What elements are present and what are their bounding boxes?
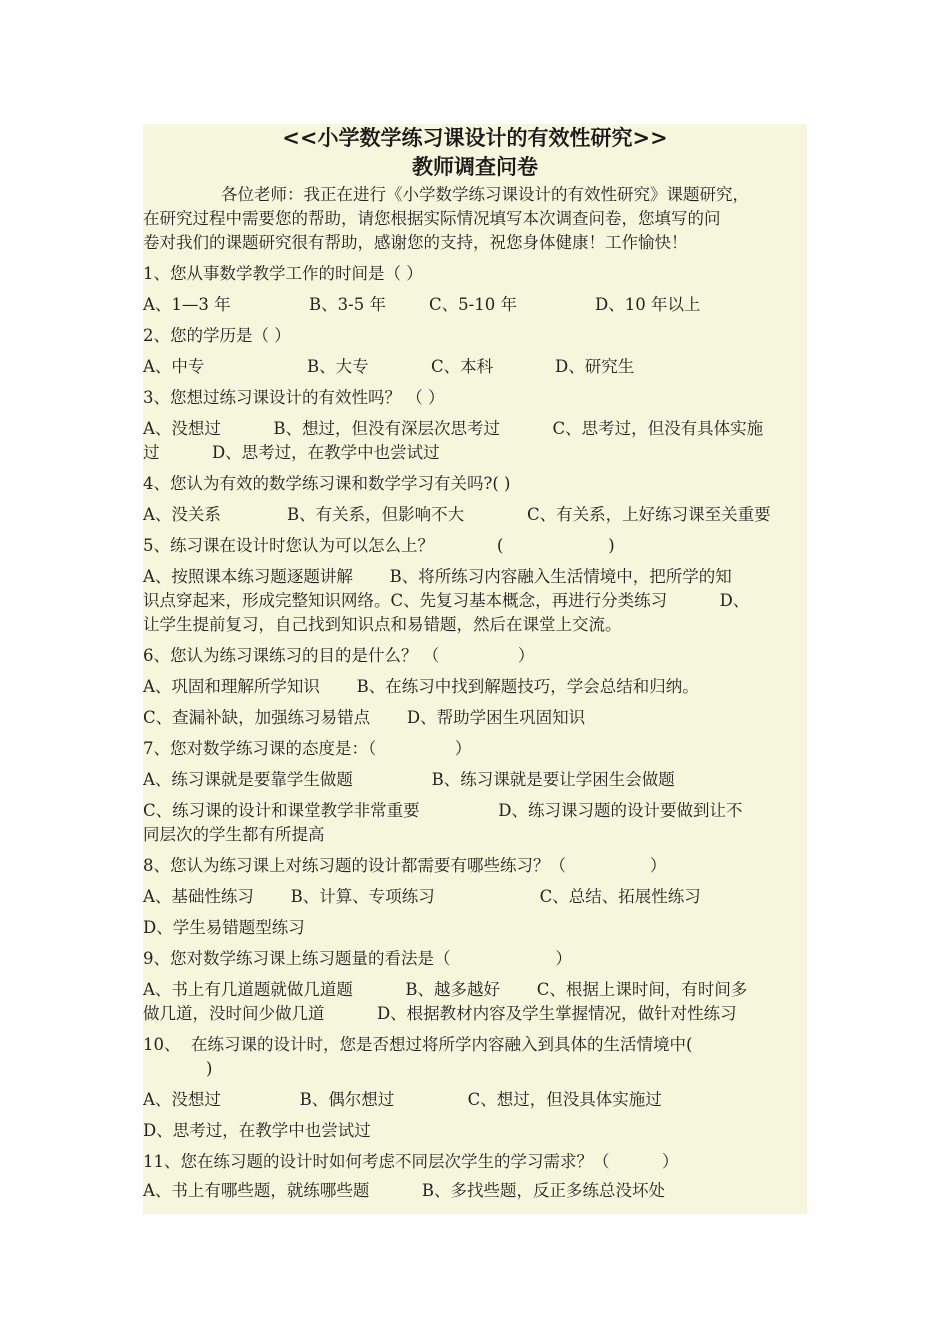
question-10 <box>143 1033 807 1081</box>
intro-line: 在研究过程中需要您的帮助，请您根据实际情况填写本次调查问卷，您填写的问 <box>143 209 721 228</box>
question-4: 4、您认为有效的数学练习课和数学学习有关吗?( ) <box>143 474 511 493</box>
options-line: A、按照课本练习题逐题讲解 B、将所练习内容融入生活情境中，把所学的知 <box>143 567 732 586</box>
document-subtitle: 教师调查问卷 <box>412 154 538 179</box>
question-line: 10、 在练习课的设计时，您是否想过将所学内容融入到具体的生活情境中( <box>143 1035 693 1054</box>
options-line: A、没想过 B、偶尔想过 C、想过，但没具体实施过 <box>143 1090 662 1109</box>
question-6: 6、您认为练习课练习的目的是什么？ （ ） <box>143 646 535 665</box>
options-line: 做几道，没时间少做几道 D、根据教材内容及学生掌握情况，做针对性练习 <box>143 1004 737 1023</box>
options-line: A、没想过 B、想过，但没有深层次思考过 C、思考过，但没有具体实施 <box>143 419 764 438</box>
options-line: 让学生提前复习，自己找到知识点和易错题，然后在课堂上交流。 <box>143 615 622 634</box>
options-line: D、学生易错题型练习 <box>143 918 305 937</box>
options-line: 过 D、思考过，在教学中也尝试过 <box>143 443 440 462</box>
question-9: 9、您对数学练习课上练习题量的看法是（ ） <box>143 949 572 968</box>
question-3: 3、您想过练习课设计的有效性吗？ （ ） <box>143 388 445 407</box>
option-a: A、中专 <box>143 357 205 376</box>
options-line: A、练习课就是要靠学生做题 B、练习课就是要让学困生会做题 <box>143 770 675 789</box>
question-3-options <box>143 417 807 465</box>
option-c: C、本科 <box>431 357 494 376</box>
question-7: 7、您对数学练习课的态度是：（ ） <box>143 739 472 758</box>
question-8: 8、您认为练习课上对练习题的设计都需要有哪些练习？（ ） <box>143 856 667 875</box>
intro-paragraph <box>143 183 807 255</box>
option-a: A、1—3 年 <box>143 295 231 314</box>
document-title: <<小学数学练习课设计的有效性研究>> <box>282 125 668 150</box>
options-line: A、书上有几道题就做几道题 B、越多越好 C、根据上课时间，有时间多 <box>143 980 748 999</box>
question-11: 11、您在练习题的设计时如何考虑不同层次学生的学习需求？（ ） <box>143 1152 679 1171</box>
question-7-options <box>143 799 807 847</box>
options-line: C、练习课的设计和课堂教学非常重要 D、练习课习题的设计要做到让不 <box>143 801 743 820</box>
options-line: 识点穿起来，形成完整知识网络。C、先复习基本概念，再进行分类练习 D、 <box>143 591 750 610</box>
options-line: A、书上有哪些题，就练哪些题 B、多找些题，反正多练总没坏处 <box>143 1181 665 1200</box>
option-a: A、没关系 <box>143 505 221 524</box>
options-line: D、思考过，在教学中也尝试过 <box>143 1121 371 1140</box>
question-line: ) <box>143 1059 213 1078</box>
intro-line: 卷对我们的课题研究很有帮助，感谢您的支持，祝您身体健康！工作愉快！ <box>143 233 688 252</box>
question-5-options <box>143 565 807 637</box>
question-4-options <box>143 503 807 527</box>
intro-line: 各位老师：我正在进行《小学数学练习课设计的有效性研究》课题研究， <box>221 185 749 204</box>
option-c: C、有关系，上好练习课至关重要 <box>527 505 771 524</box>
question-2-options <box>143 355 807 379</box>
question-5: 5、练习课在设计时您认为可以怎么上？ ( ) <box>143 536 615 555</box>
question-1-options <box>143 293 807 317</box>
option-d: D、研究生 <box>555 357 635 376</box>
options-line: C、查漏补缺，加强练习易错点 D、帮助学困生巩固知识 <box>143 708 586 727</box>
options-line: A、巩固和理解所学知识 B、在练习中找到解题技巧，学会总结和归纳。 <box>143 677 699 696</box>
option-b: B、大专 <box>307 357 369 376</box>
document-page <box>143 124 807 1214</box>
options-line: 同层次的学生都有所提高 <box>143 825 325 844</box>
option-d: D、10 年以上 <box>595 295 701 314</box>
options-line: A、基础性练习 B、计算、专项练习 C、总结、拓展性练习 <box>143 887 701 906</box>
option-b: B、3-5 年 <box>309 295 386 314</box>
option-b: B、有关系，但影响不大 <box>287 505 465 524</box>
option-c: C、5-10 年 <box>429 295 517 314</box>
question-2: 2、您的学历是（ ） <box>143 326 291 345</box>
question-1: 1、您从事数学教学工作的时间是（ ） <box>143 264 423 283</box>
question-9-options <box>143 978 807 1026</box>
